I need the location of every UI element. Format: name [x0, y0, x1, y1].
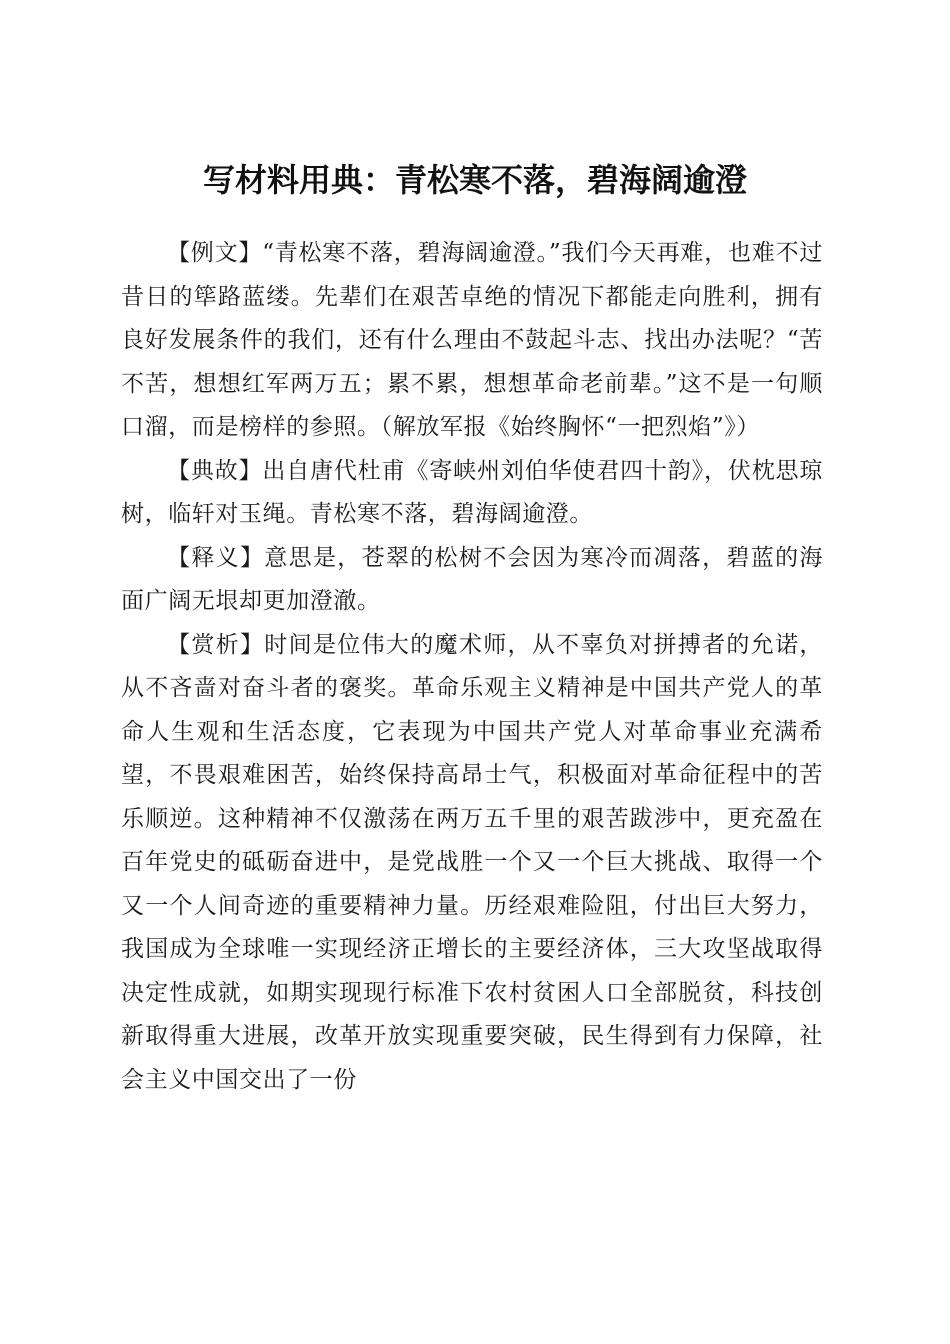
- paragraph-example: 【例文】“青松寒不落，碧海阔逾澄。”我们今天再难，也难不过昔日的筚路蓝缕。先辈们在艰苦卓绝的情况下都能走向胜利，拥有良好发展条件的我们，还有什么理由不鼓起斗志、找出办法呢？“苦不苦，想想红军两万五；累不累，想想革命老前辈。”这不是一句顺口溜，而是榜样的参照。（解放军报《始终胸怀“一把烈焰”》）: [121, 240, 823, 440]
- paragraph-meaning: 【释义】意思是，苍翠的松树不会因为寒冷而凋落，碧蓝的海面广阔无垠却更加澄澈。: [121, 544, 823, 614]
- document-body: [121, 232, 823, 1102]
- document-title: 写材料用典：青松寒不落，碧海阔逾澄: [202, 161, 747, 200]
- paragraph-appreciation: 【赏析】时间是位伟大的魔术师，从不辜负对拼搏者的允诺，从不吝啬对奋斗者的褒奖。革命乐观主义精神是中国共产党人的革命人生观和生活态度，它表现为中国共产党人对革命事业充满希望，不畏艰难困苦，始终保持高昂士气，积极面对革命征程中的苦乐顺逆。这种精神不仅激荡在两万五千里的艰苦跋涉中，更充盈在百年党史的砥砺奋进中，是党战胜一个又一个巨大挑战、取得一个又一个人间奇迹的重要精神力量。历经艰难险阻，付出巨大努力，我国成为全球唯一实现经济正增长的主要经济体，三大攻坚战取得决定性成就，如期实现现行标准下农村贫困人口全部脱贫，科技创新取得重大进展，改革开放实现重要突破，民生得到有力保障，社会主义中国交出了一份: [121, 631, 823, 1093]
- paragraph-allusion: 【典故】出自唐代杜甫《寄峡州刘伯华使君四十韵》，伏枕思琼树，临轩对玉绳。青松寒不落，碧海阔逾澄。: [121, 457, 823, 527]
